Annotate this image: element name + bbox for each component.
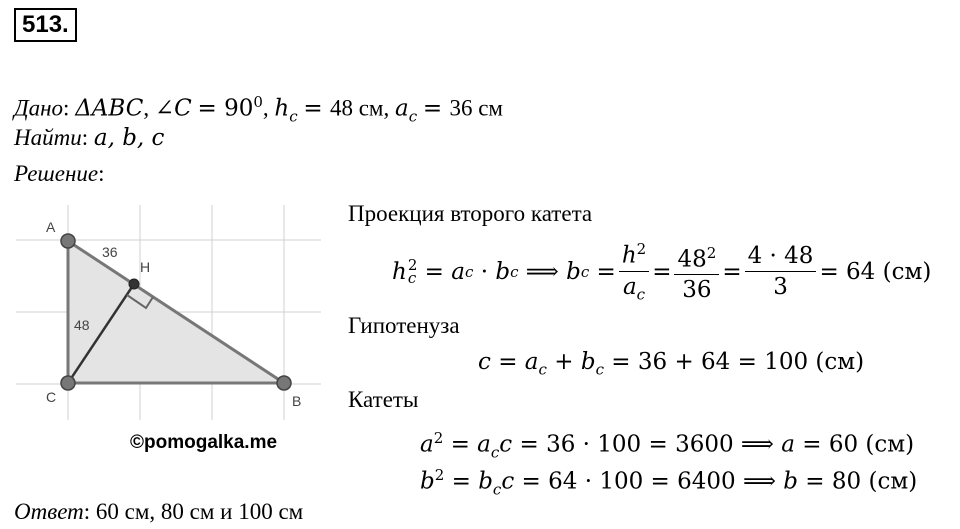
projection-heading: Проекция второго катета [348, 201, 593, 226]
legs-line-1: $a^2 = a_cc = 36 \cdot 100 = 3600$ ⟹ a = 60 (см) [420, 429, 915, 462]
label-c: C [46, 389, 57, 405]
projection-formula: h 2 c = a c · b c ⟹ b c = $\frac{h^2}{a_c}$ = $\frac{48^2}{36}$ = $\frac{4 \cdot 48}{3}$ = 64 (см) [392, 234, 931, 309]
given-hc-base: h [274, 95, 290, 122]
hypotenuse-formula-line: $c = a_c + b_c = 36 + 64 = 100$ (см) [478, 349, 865, 379]
watermark: ©pomogalka.me [130, 432, 278, 453]
legs-line-2: $b^2 = b_cc = 64 \cdot 100 = 6400$ ⟹ b = 80 (см) [420, 466, 918, 499]
fraction-36: 36 [682, 277, 712, 304]
solution-line: Решение: [14, 161, 105, 186]
legs-line1-values: 36 · 100 = 3600 ⟹ [546, 431, 774, 458]
find-value: a, b, c [93, 125, 165, 151]
fraction-48: 48 [677, 246, 707, 273]
label-ah-36: 36 [102, 244, 118, 260]
fraction-4x48-3 [745, 241, 817, 302]
find-label: Найти [14, 125, 82, 150]
given-line: Дано: ΔABC, ∠C = $90^0$, $h_c = 48$ см, $a_c = 36$ см [14, 93, 503, 126]
projection-result: 64 (см) [846, 258, 932, 285]
solution-label: Решение [14, 161, 99, 186]
fraction-4-48: 4 · 48 [745, 241, 817, 272]
fraction-h: h [621, 242, 637, 269]
label-b: B [292, 393, 302, 409]
answer-label: Ответ [14, 499, 84, 524]
point-h [129, 279, 139, 289]
legs-line2-result: 80 (см) [831, 468, 918, 495]
given-hc-value: 48 см [329, 95, 384, 121]
point-c [61, 376, 75, 390]
point-b [277, 376, 291, 390]
label-ch-48: 48 [74, 317, 90, 333]
given-hc-sub: c [289, 107, 298, 126]
fraction-h2-ac: $\frac{h^2}{a_c}$ [619, 234, 649, 309]
given-angle: ∠C [154, 95, 192, 122]
fraction-48sq-36 [674, 238, 719, 306]
fraction-h-sup: 2 [636, 240, 647, 258]
given-angle-value: 90 [224, 95, 254, 122]
legs-line1-result: 60 (см) [828, 431, 915, 458]
hypotenuse-heading: Гипотенуза [348, 313, 460, 338]
problem-number: 513. [14, 8, 77, 42]
hypotenuse-formula: 36 + 64 = 100 (см) [637, 349, 865, 375]
legs-heading: Катеты [348, 387, 419, 412]
point-a [61, 234, 75, 248]
given-ac-value: 36 см [449, 95, 503, 121]
answer-line: Ответ: 60 см, 80 см и 100 см [14, 499, 304, 524]
label-a: A [46, 219, 56, 235]
triangle-diagram [16, 205, 326, 420]
given-triangle: ΔABC [75, 95, 144, 122]
label-h: H [140, 259, 151, 275]
given-label: Дано [14, 95, 64, 121]
fraction-3: 3 [773, 274, 788, 301]
find-line: Найти: a, b, c [14, 125, 165, 151]
answer-value: 60 см, 80 см и 100 см [95, 499, 304, 524]
given-ac-sub: c [408, 107, 418, 126]
legs-line2-values: 64 · 100 = 6400 ⟹ [548, 468, 776, 495]
given-ac-base: a [394, 95, 409, 122]
fraction-48-sup: 2 [706, 243, 717, 262]
given-angle-degree: 0 [253, 93, 263, 111]
